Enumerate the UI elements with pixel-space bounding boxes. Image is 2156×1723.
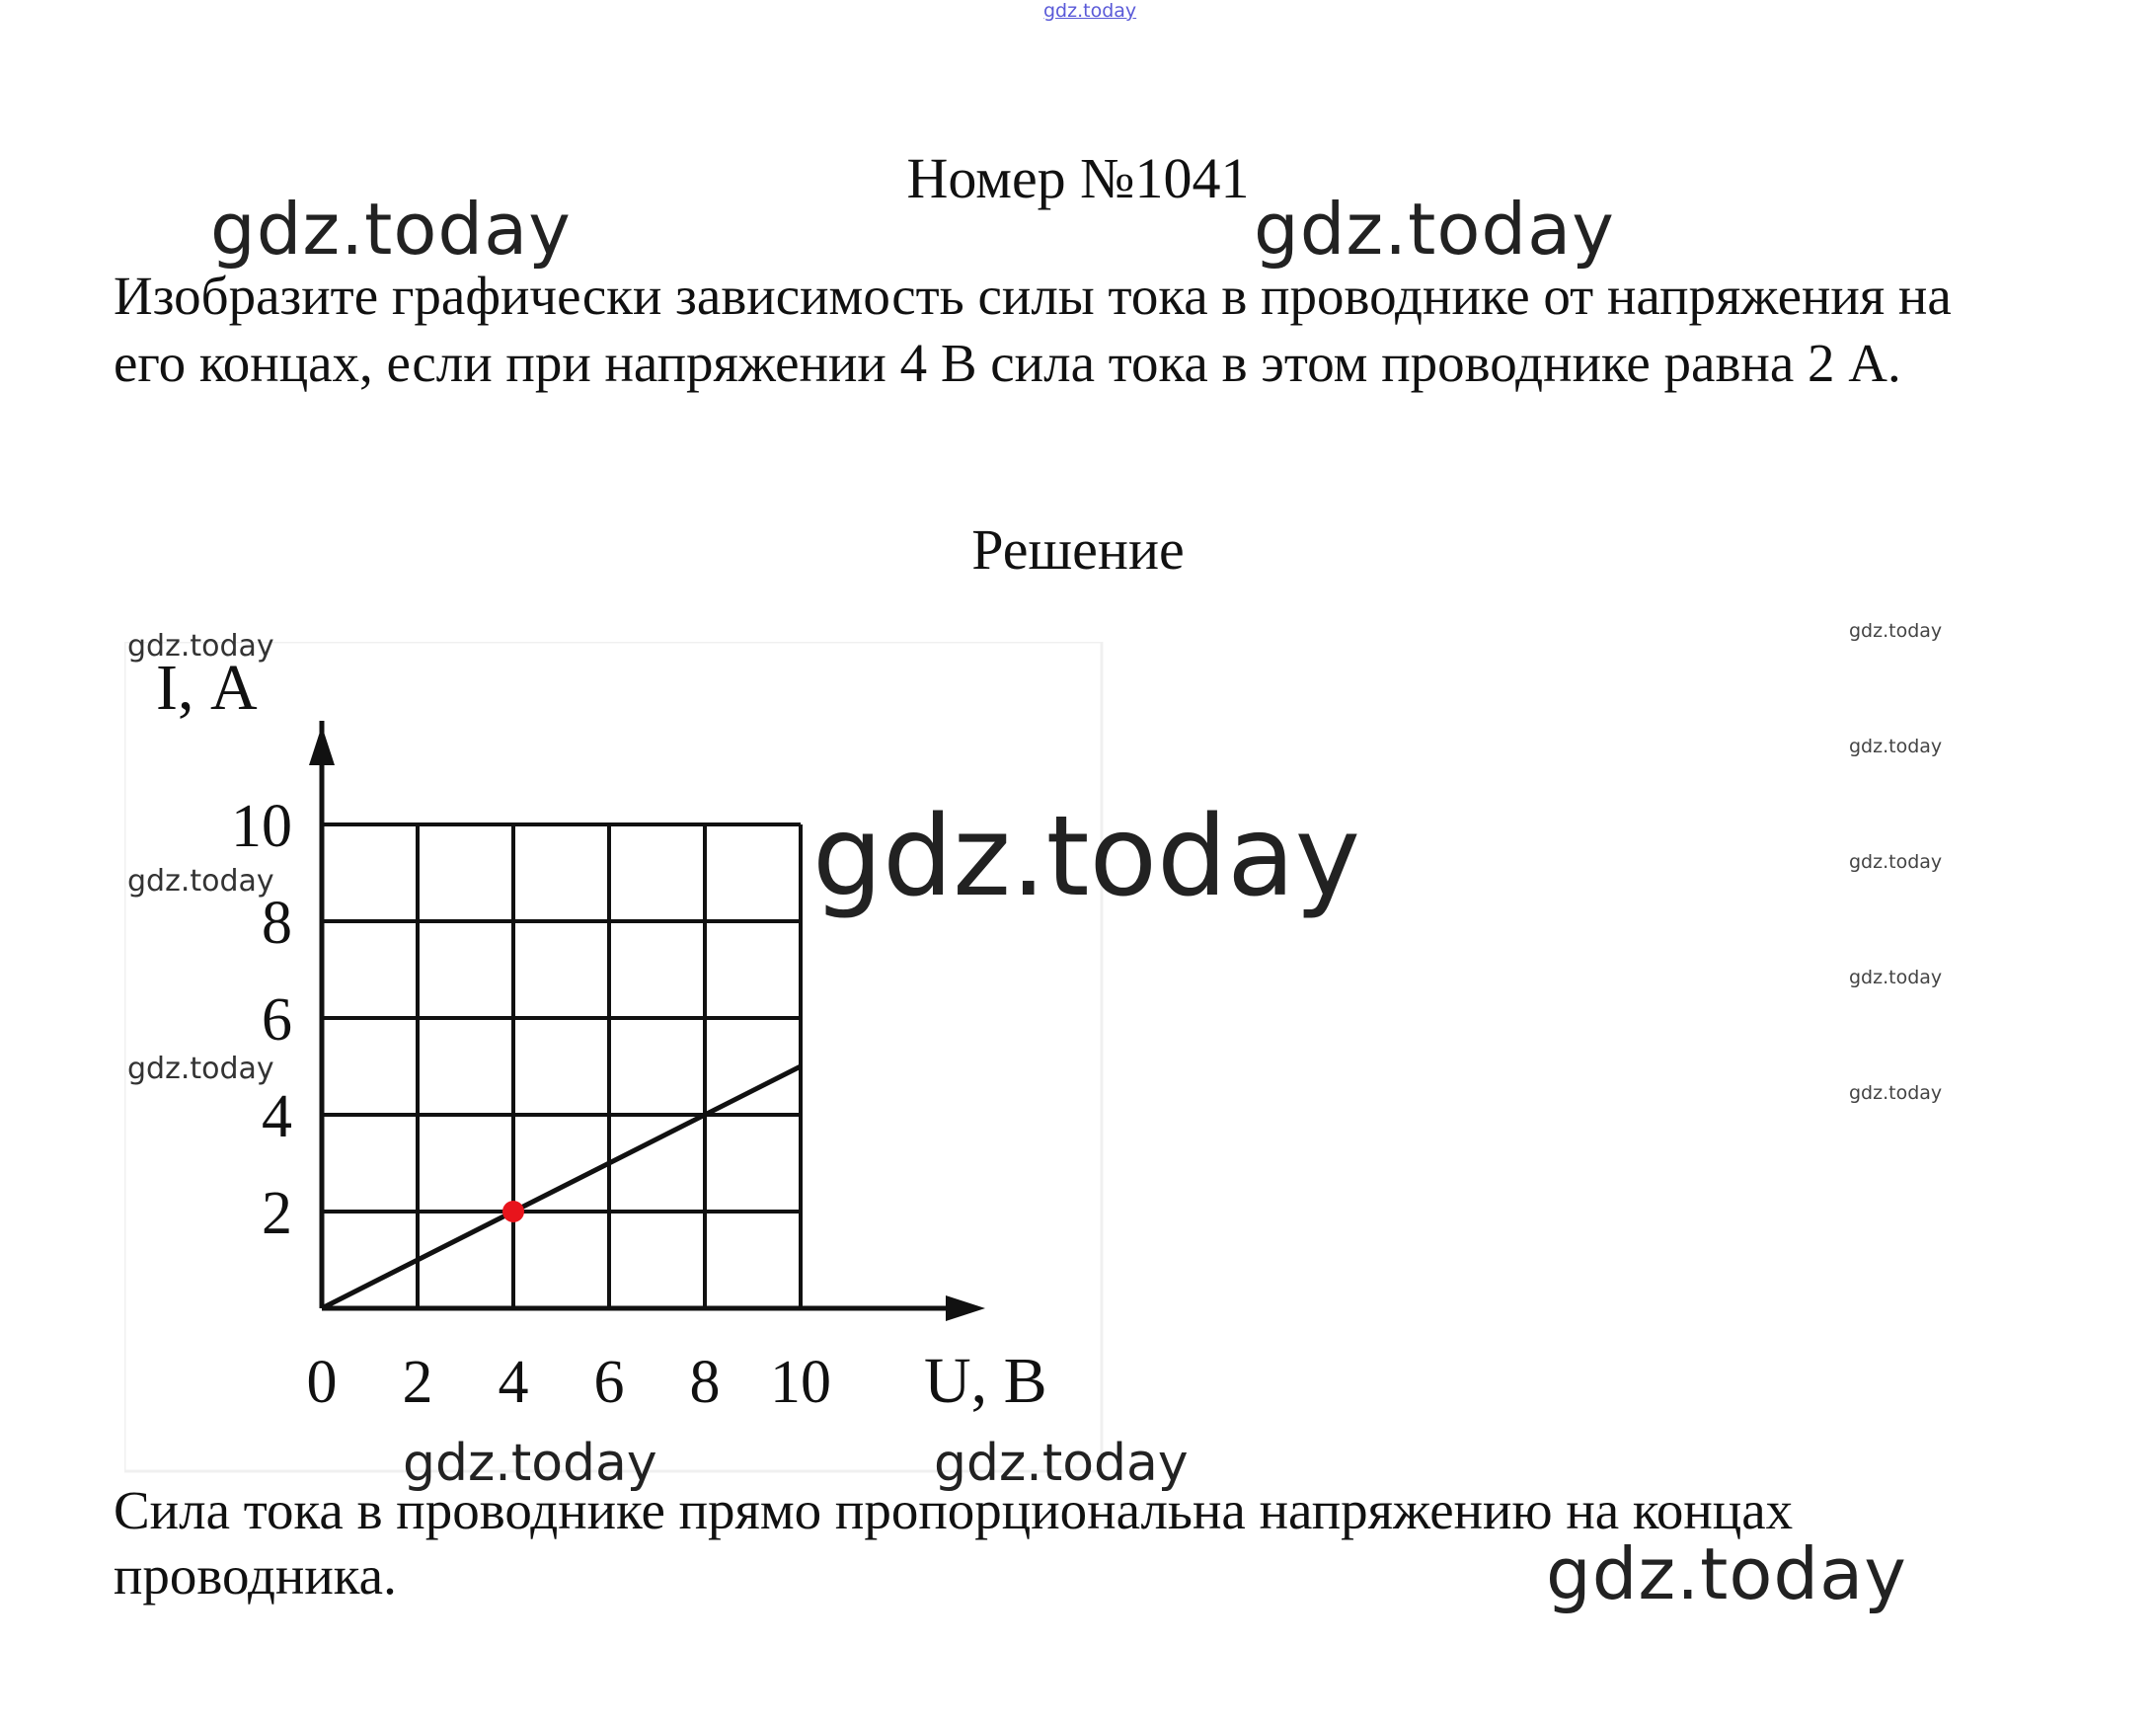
watermark: gdz.today: [1849, 1082, 1943, 1104]
series-line: [322, 1066, 801, 1308]
page-title: Номер №1041: [906, 146, 1250, 210]
y-tick-label: 2: [262, 1180, 292, 1247]
watermark: gdz.today: [127, 864, 274, 899]
chart-grid: [322, 824, 801, 1308]
x-tick-label: 0: [306, 1349, 338, 1416]
marked-point: [502, 1201, 524, 1222]
watermark: gdz.today: [1849, 736, 1943, 757]
solution-heading: Решение: [971, 517, 1185, 582]
y-tick-label: 8: [262, 890, 292, 957]
watermark: gdz.today: [1849, 967, 1943, 988]
problem-text: Изобразите графически зависимость силы тока в проводнике от напряжения на его концах, если при напряжении 4 В сила тока в этом проводнике равна 2 А.: [114, 266, 1952, 393]
watermark: gdz.today: [1849, 620, 1943, 642]
watermark: gdz.today: [210, 188, 572, 271]
x-tick-label: 4: [498, 1349, 529, 1416]
watermark: gdz.today: [1546, 1532, 1907, 1615]
x-axis-label: U, В: [924, 1345, 1047, 1417]
site-link[interactable]: gdz.today: [1043, 0, 1137, 22]
x-tick-label: 2: [402, 1349, 433, 1416]
x-tick-label: 6: [593, 1349, 625, 1416]
x-tick-label: 8: [689, 1349, 721, 1416]
y-tick-label: 10: [231, 793, 292, 860]
y-axis-arrow: [309, 726, 335, 765]
conclusion-text: Сила тока в проводнике прямо пропорциональна напряжению на концах проводника.: [114, 1480, 1794, 1606]
watermark: gdz.today: [127, 629, 274, 664]
watermark: gdz.today: [127, 1052, 274, 1086]
watermark: gdz.today: [403, 1434, 657, 1493]
x-tick-label: 10: [770, 1349, 831, 1416]
chart-series: [322, 1066, 801, 1308]
watermark: gdz.today: [1254, 188, 1615, 271]
x-axis-arrow: [946, 1295, 985, 1321]
y-tick-label: 4: [262, 1083, 292, 1150]
watermark: gdz.today: [812, 793, 1361, 921]
y-axis-label: I, А: [156, 652, 258, 724]
watermark: gdz.today: [1849, 851, 1943, 873]
watermark: gdz.today: [934, 1434, 1189, 1493]
y-tick-label: 6: [262, 986, 292, 1054]
